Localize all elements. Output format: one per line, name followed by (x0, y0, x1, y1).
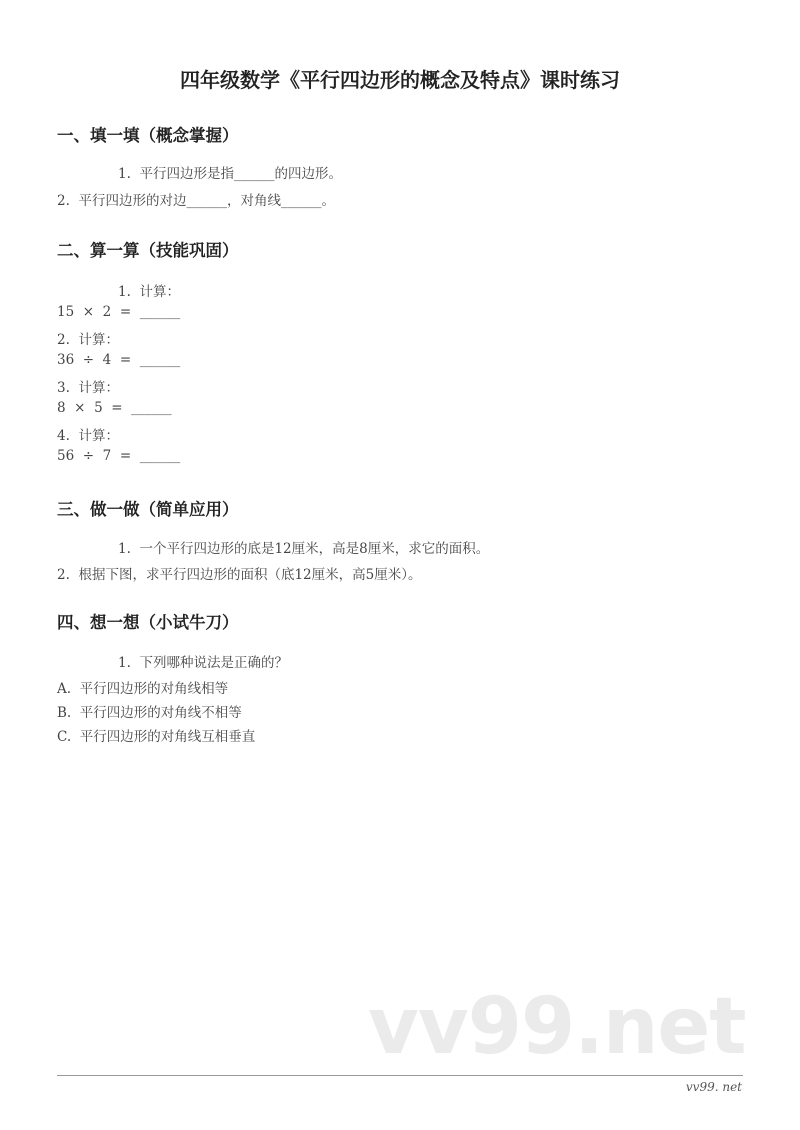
section-heading: 四、想一想（小试牛刀） (57, 613, 239, 632)
footer-text: vv99. net (685, 1080, 742, 1094)
option-b: B. 平行四边形的对角线不相等 (57, 705, 242, 721)
option-a: A. 平行四边形的对角线相等 (57, 681, 229, 697)
watermark: vv99.net (368, 982, 746, 1072)
equation: 36 ÷ 4 = ______ (57, 352, 181, 368)
question: 1. 一个平行四边形的底是12厘米，高是8厘米，求它的面积。 (118, 541, 490, 557)
equation: 56 ÷ 7 = ______ (57, 448, 181, 464)
section-heading: 二、算一算（技能巩固） (57, 241, 239, 260)
question: 3. 计算： (57, 380, 119, 396)
question: 1. 平行四边形是指______的四边形。 (118, 166, 342, 182)
question: 2. 计算： (57, 332, 119, 348)
page-title: 四年级数学《平行四边形的概念及特点》课时练习 (180, 68, 620, 92)
footer-divider (57, 1075, 743, 1076)
question: 1. 下列哪种说法是正确的？ (118, 655, 288, 671)
section-heading: 一、填一填（概念掌握） (57, 126, 239, 145)
question: 2. 根据下图，求平行四边形的面积（底12厘米，高5厘米）。 (57, 567, 422, 583)
question: 4. 计算： (57, 428, 119, 444)
equation: 15 × 2 = ______ (57, 304, 181, 320)
question: 1. 计算： (118, 284, 180, 300)
question: 2. 平行四边形的对边______，对角线______。 (57, 193, 335, 209)
option-c: C. 平行四边形的对角线互相垂直 (57, 729, 256, 745)
equation: 8 × 5 = ______ (57, 400, 172, 416)
section-heading: 三、做一做（简单应用） (57, 500, 239, 519)
